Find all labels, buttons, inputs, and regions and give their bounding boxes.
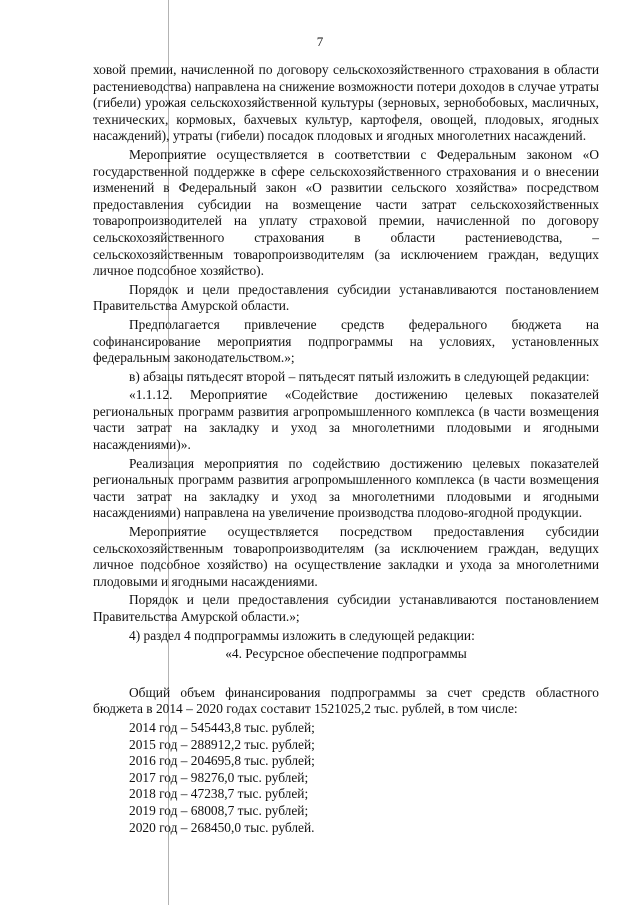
paragraph-5: в) абзацы пятьдесят второй – пятьдесят пятый изложить в следующей редакции: bbox=[129, 368, 590, 384]
funding-item: 2018 год – 47238,7 тыс. рублей; bbox=[129, 786, 309, 802]
paragraph-6: «1.1.12. Мероприятие «Содействие достижению целевых показателей региональных программ развития агропромышленного комплекса (в части возмещения части затрат на закладку и уход за многолетними плодовыми и ягодными насаждениями)». bbox=[93, 387, 599, 453]
paragraph-1: ховой премии, начисленной по договору сельскохозяйственного страхования в области растениеводства) направлена на снижение возможности потери доходов в случае утраты (гибели) урожая сельскохозяйственной культуры (зерновых, зернобобовых, масличных, технических, кормовых, бахчевых культур, картофеля, овощей, плодовых, ягодных насаждений), утраты (гибели) посадок плодовых и ягодных многолетних насаждений. bbox=[93, 62, 600, 144]
paragraph-3: Порядок и цели предоставления субсидии устанавливаются постановлением Правительства Амурской области. bbox=[93, 281, 599, 314]
funding-list bbox=[93, 720, 599, 836]
funding-item: 2016 год – 204695,8 тыс. рублей; bbox=[129, 753, 315, 769]
funding-item: 2015 год – 288912,2 тыс. рублей; bbox=[129, 736, 315, 752]
section-heading: «4. Ресурсное обеспечение подпрограммы bbox=[225, 646, 467, 662]
paragraph-2: Мероприятие осуществляется в соответствии с Федеральным законом «О государственной поддержке в сфере сельскохозяйственного страхования и о внесении изменений в Федеральный закон «О развитии сельского хозяйства» посредством предоставления субсидии на возмещение части затрат сельскохозяйственных товаропроизводителей на уплату страховой премии, начисленной по договору сельскохозяйственного страхования в области растениеводства, – сельскохозяйственным товаропроизводителям (за исключением граждан, ведущих личное подсобное хозяйство). bbox=[93, 146, 599, 279]
paragraph-9: Порядок и цели предоставления субсидии устанавливаются постановлением Правительства Амурской области.»; bbox=[93, 592, 599, 624]
paragraph-11: Общий объем финансирования подпрограммы за счет средств областного бюджета в 2014 – 2020 годах составит 1521025,2 тыс. рублей, в том числе: bbox=[93, 684, 599, 717]
funding-item: 2020 год – 268450,0 тыс. рублей. bbox=[129, 819, 315, 835]
paragraph-10: 4) раздел 4 подпрограммы изложить в следующей редакции: bbox=[129, 627, 475, 643]
paragraph-7: Реализация мероприятия по содействию достижению целевых показателей региональных программ развития агропромышленного комплекса (в части возмещения части затрат на закладку и уход за многолетними плодовыми и ягодными насаждениями) направлена на увеличение производства плодово-ягодной продукции. bbox=[93, 455, 599, 521]
funding-item: 2019 год – 68008,7 тыс. рублей; bbox=[129, 802, 309, 818]
funding-item: 2014 год – 545443,8 тыс. рублей; bbox=[129, 719, 315, 735]
document-body bbox=[93, 62, 599, 836]
paragraph-8: Мероприятие осуществляется посредством предоставления субсидии сельскохозяйственным товаропроизводителям (за исключением граждан, ведущих личное подсобное хозяйство) на осуществление закладки и ухода за многолетними плодовыми и ягодными насаждениями. bbox=[93, 524, 599, 589]
page-number: 7 bbox=[316, 34, 324, 49]
funding-item: 2017 год – 98276,0 тыс. рублей; bbox=[129, 769, 309, 785]
paragraph-4: Предполагается привлечение средств федерального бюджета на софинансирование мероприятия подпрограммы на условиях, установленных федеральным законодательством.»; bbox=[93, 316, 599, 366]
